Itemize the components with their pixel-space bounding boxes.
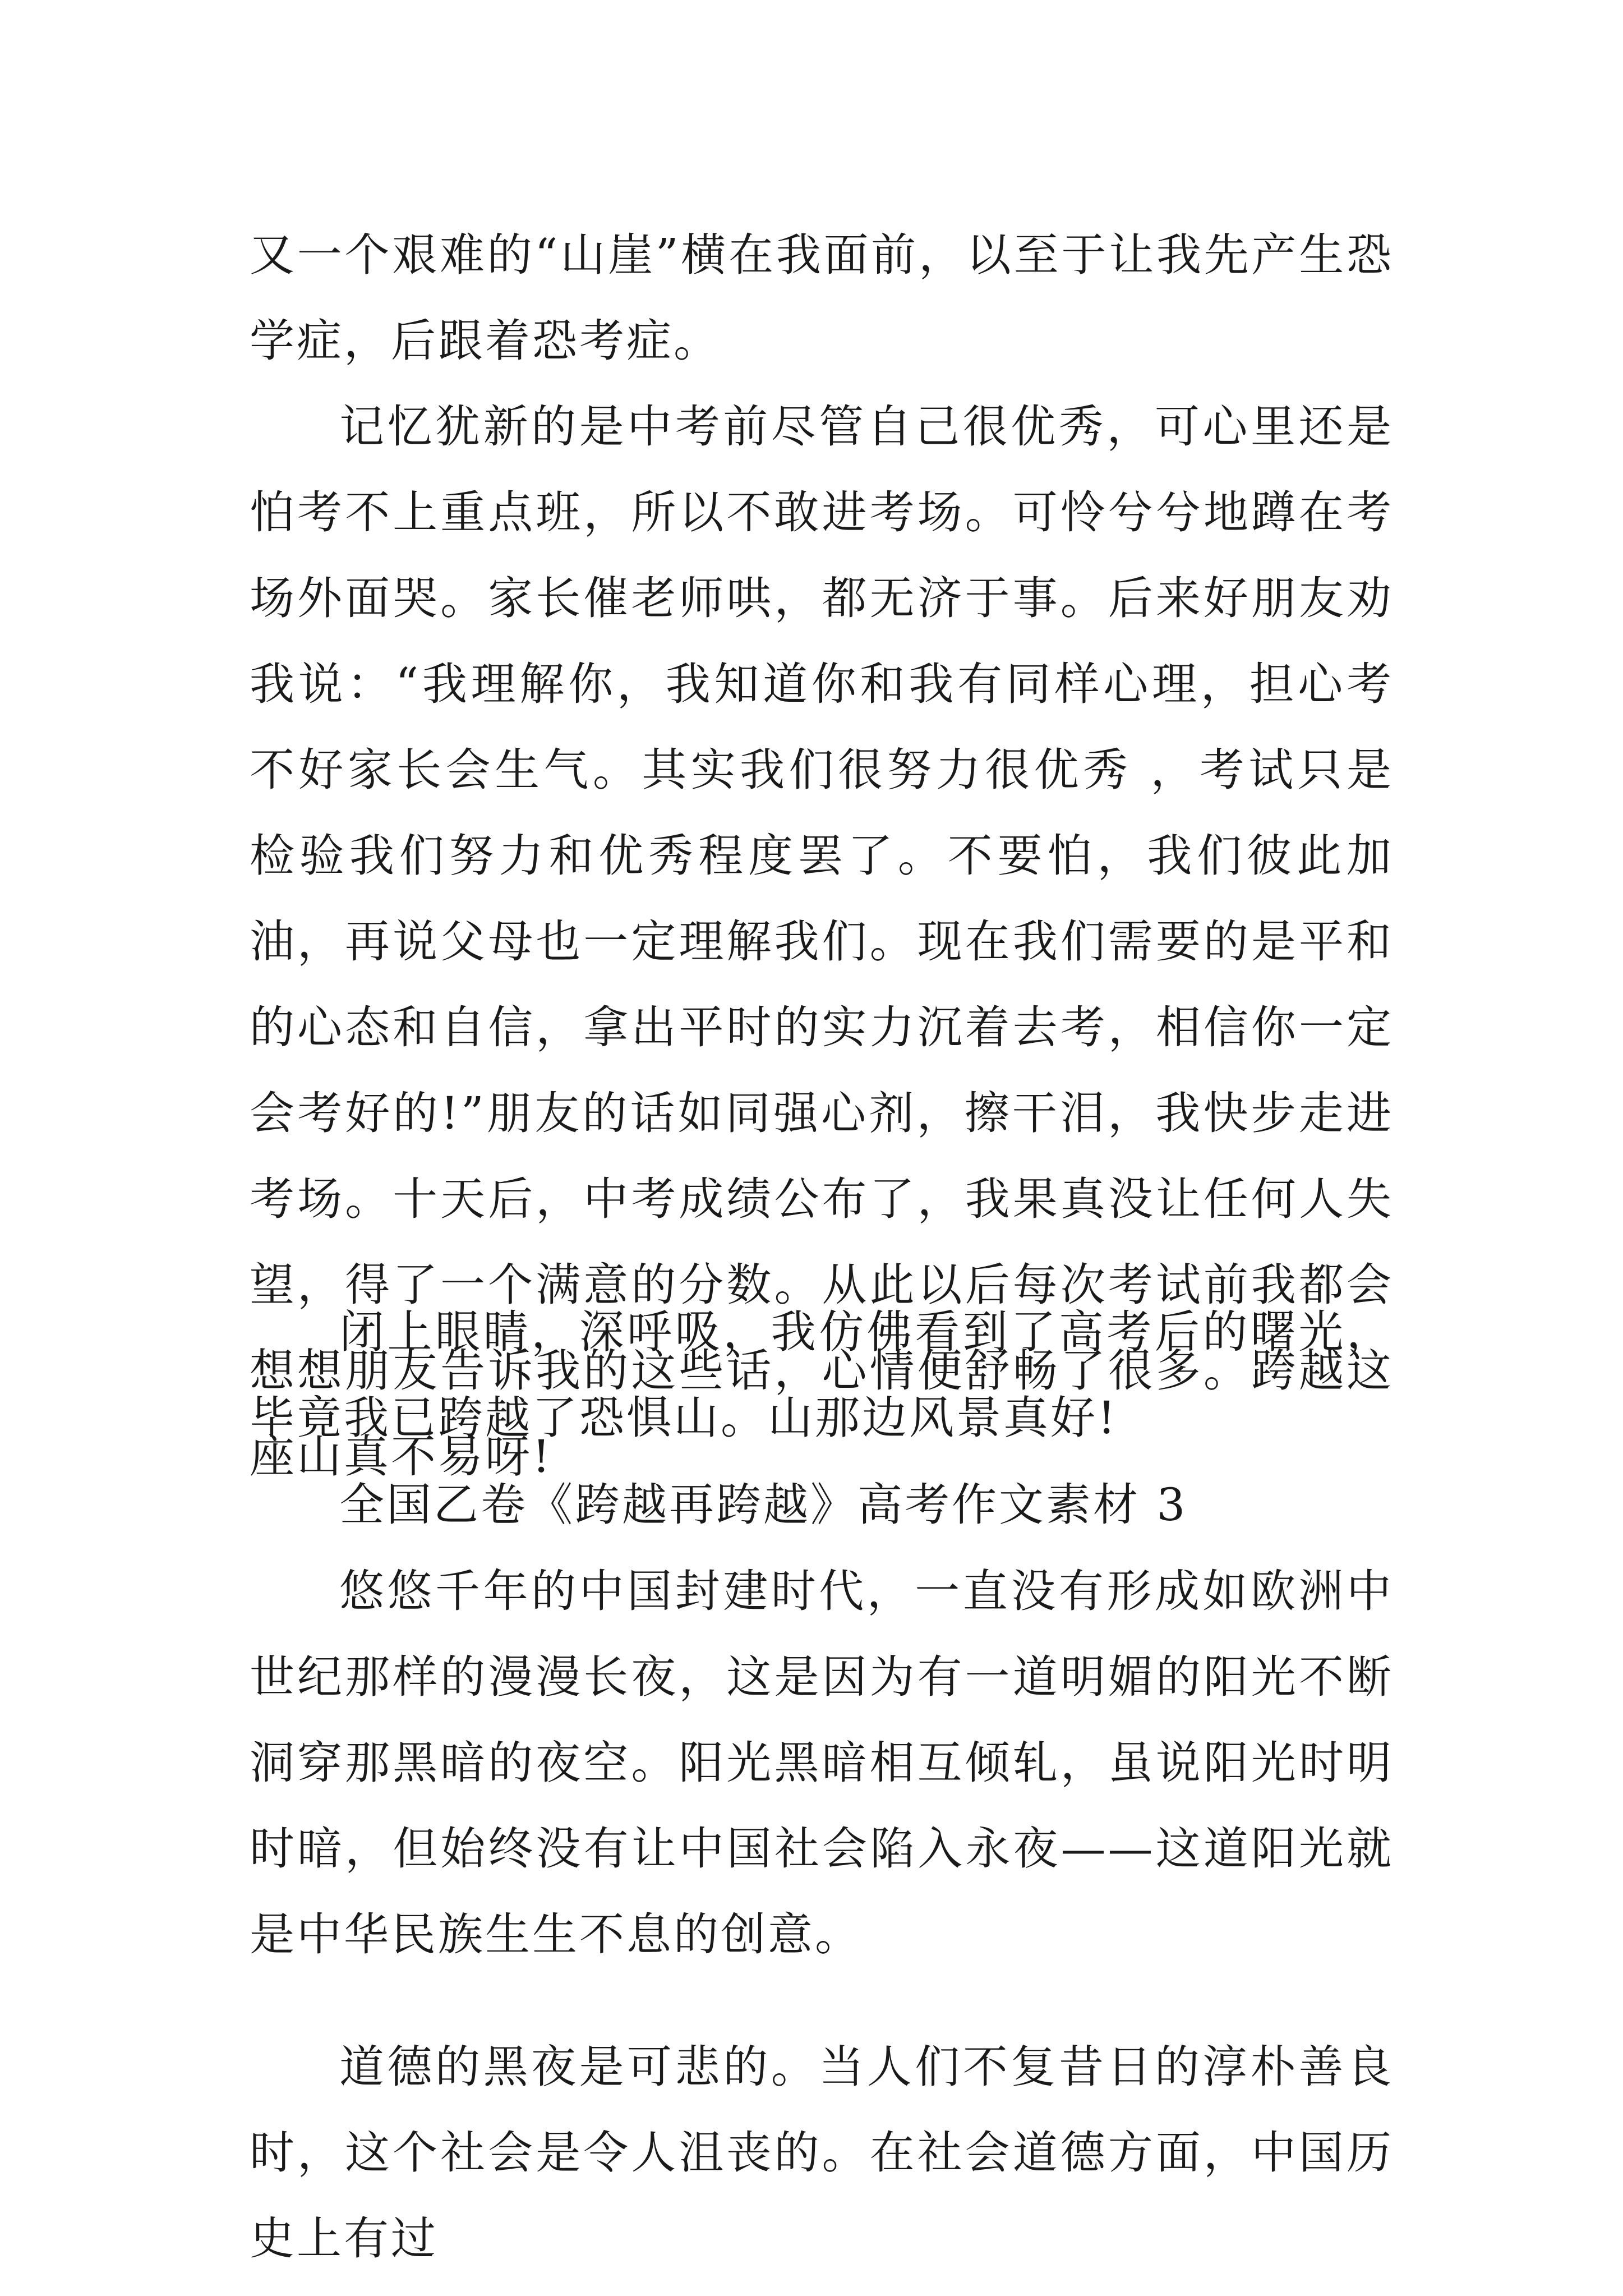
paragraph: 道德的黑夜是可悲的。当人们不复昔日的淳朴善良时，这个社会是令人沮丧的。在社会道德方面，中国历史上有过: [250, 2041, 1394, 2265]
paragraph: 闭上眼睛，深呼吸，我仿佛看到了高考后的曙光，毕竟我已跨越了恐惧山。山那边风景真好!: [250, 1306, 1394, 1444]
paragraph: 记忆犹新的是中考前尽管自己很优秀，可心里还是怕考不上重点班，所以不敢进考场。可怜兮兮地蹲在考场外面哭。家长催老师哄，都无济于事。后来好朋友劝我说：“我理解你，我知道你和我有同样心理，担心考不好家长会生气。其实我们很努力很优秀 ，考试只是检验我们努力和优秀程度罢了。不要怕，我们彼此加油，再说父母也一定理解我们。现在我们需要的是平和的心态和自信，拿出平时的实力沉着去考，相信你一定会考好的!”朋友的话如同强心剂，擦干泪，我快步走进考场。十天后，中考成绩公布了，我果真没让任何人失望，得了一个满意的分数。从此以后每次考试前我都会想想朋友告诉我的这些话，心情便舒畅了很多。跨越这座山真不易呀!: [250, 401, 1394, 1483]
section-title: 全国乙卷《跨越再跨越》高考作文素材 3: [339, 1479, 1188, 1531]
paragraph-continuation: [250, 212, 1394, 384]
paragraph: 又一个艰难的“山崖”横在我面前，以至于让我先产生恐学症，后跟着恐考症。: [250, 229, 1394, 367]
paragraph-feudal-era: [250, 1548, 1394, 1977]
paragraph-morality: [250, 2024, 1394, 2281]
section-heading: [250, 1462, 1394, 1548]
paragraph: 悠悠千年的中国封建时代，一直没有形成如欧洲中世纪那样的漫漫长夜，这是因为有一道明媚的阳光不断洞穿那黑暗的夜空。阳光黑暗相互倾轧，虽说阳光时明时暗，但始终没有让中国社会陷入永夜——这道阳光就是中华民族生生不息的创意。: [250, 1565, 1394, 1961]
paragraph-closing: [250, 1289, 1394, 1461]
